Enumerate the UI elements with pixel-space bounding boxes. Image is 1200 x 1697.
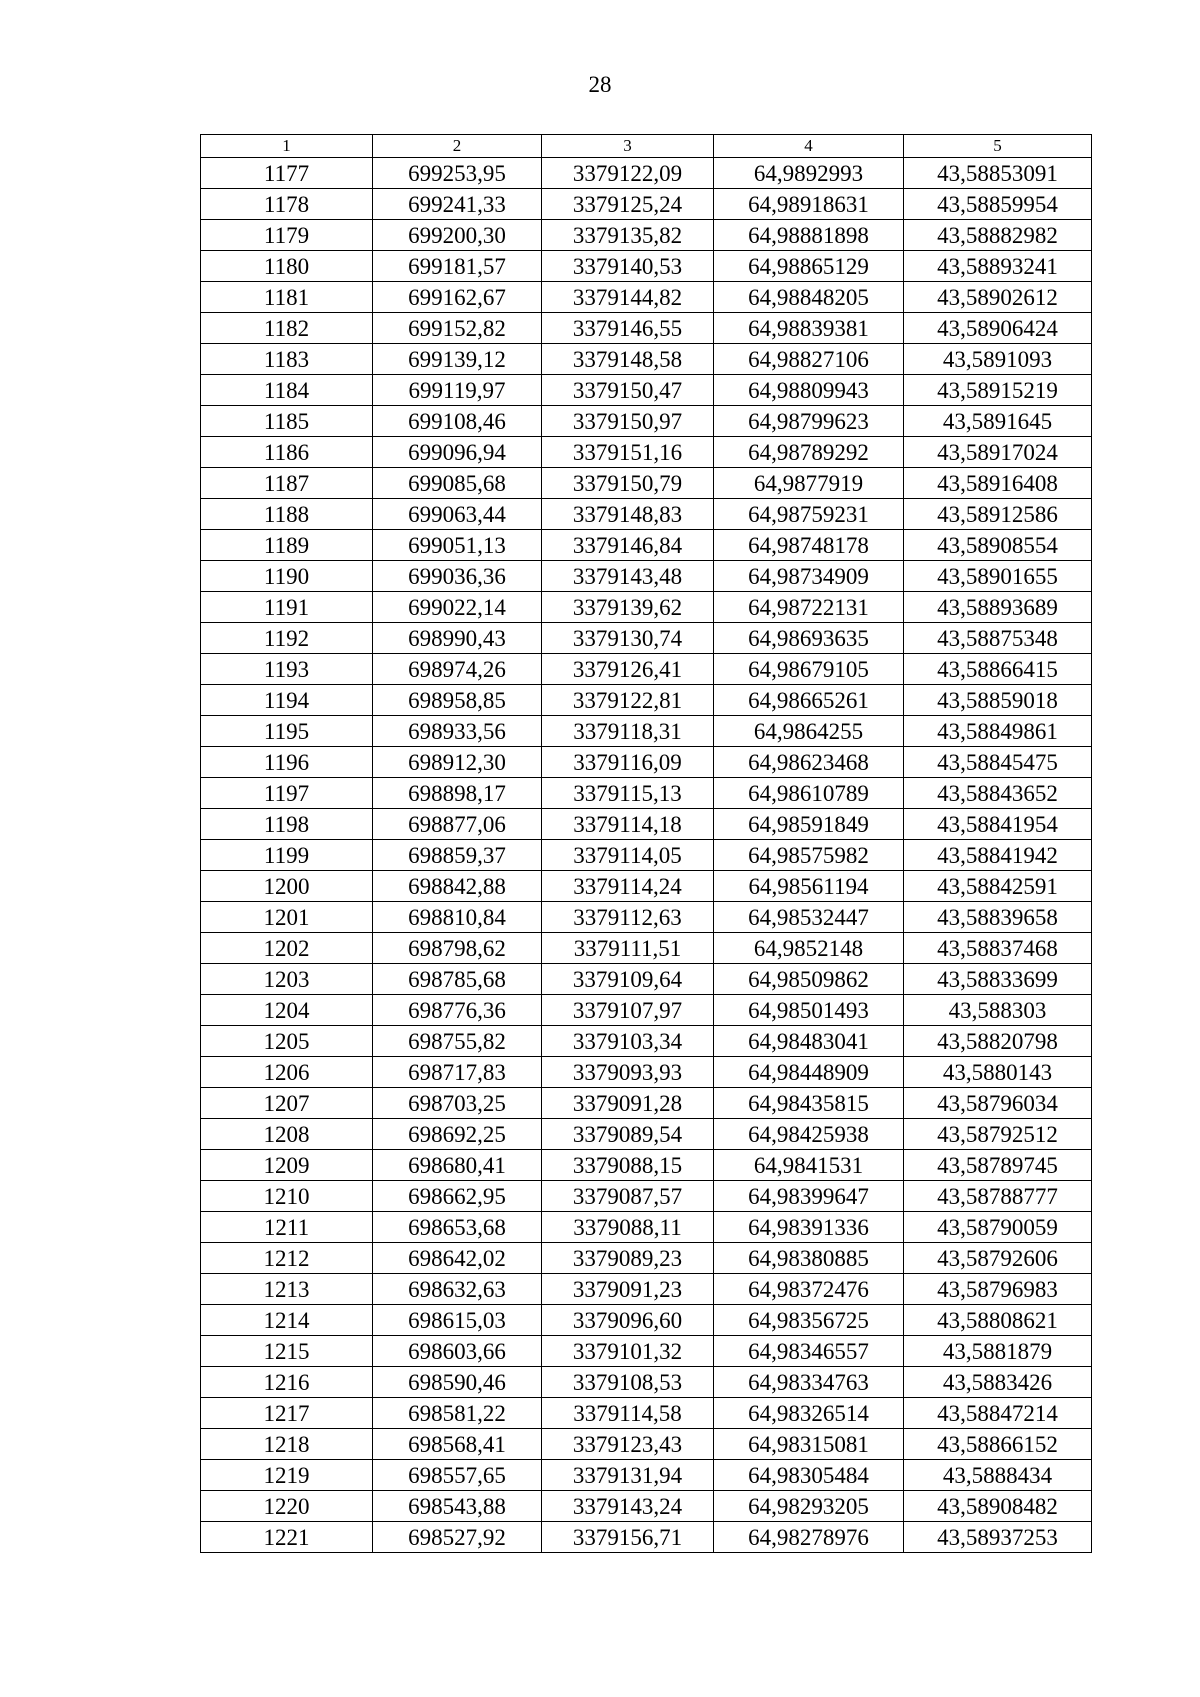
y-coordinate-cell: 3379116,09 <box>542 747 714 778</box>
table-row <box>201 592 1092 623</box>
longitude-cell: 64,98827106 <box>714 344 904 375</box>
column-header-1: 1 <box>201 135 373 158</box>
y-coordinate-cell: 3379108,53 <box>542 1367 714 1398</box>
longitude-cell: 64,98748178 <box>714 530 904 561</box>
page-number: 28 <box>588 72 612 97</box>
x-coordinate-cell: 699119,97 <box>373 375 542 406</box>
latitude-cell: 43,58849861 <box>904 716 1092 747</box>
point-number-cell: 1194 <box>201 685 373 716</box>
header-row <box>201 135 1092 158</box>
latitude-cell: 43,58847214 <box>904 1398 1092 1429</box>
y-coordinate-cell: 3379148,58 <box>542 344 714 375</box>
point-number-cell: 1216 <box>201 1367 373 1398</box>
latitude-cell: 43,58789745 <box>904 1150 1092 1181</box>
table-row <box>201 1119 1092 1150</box>
x-coordinate-cell: 698990,43 <box>373 623 542 654</box>
table-row <box>201 809 1092 840</box>
y-coordinate-cell: 3379114,24 <box>542 871 714 902</box>
latitude-cell: 43,58875348 <box>904 623 1092 654</box>
x-coordinate-cell: 699108,46 <box>373 406 542 437</box>
point-number-cell: 1206 <box>201 1057 373 1088</box>
x-coordinate-cell: 698776,36 <box>373 995 542 1026</box>
point-number-cell: 1184 <box>201 375 373 406</box>
table-row <box>201 1491 1092 1522</box>
table-row <box>201 158 1092 189</box>
longitude-cell: 64,98665261 <box>714 685 904 716</box>
table-row <box>201 1367 1092 1398</box>
y-coordinate-cell: 3379111,51 <box>542 933 714 964</box>
column-header-2: 2 <box>373 135 542 158</box>
y-coordinate-cell: 3379156,71 <box>542 1522 714 1553</box>
y-coordinate-cell: 3379088,15 <box>542 1150 714 1181</box>
table-row <box>201 995 1092 1026</box>
table-row <box>201 1274 1092 1305</box>
x-coordinate-cell: 698703,25 <box>373 1088 542 1119</box>
table-row <box>201 654 1092 685</box>
table-row <box>201 1336 1092 1367</box>
longitude-cell: 64,98391336 <box>714 1212 904 1243</box>
x-coordinate-cell: 699036,36 <box>373 561 542 592</box>
x-coordinate-cell: 698898,17 <box>373 778 542 809</box>
latitude-cell: 43,58841954 <box>904 809 1092 840</box>
y-coordinate-cell: 3379150,97 <box>542 406 714 437</box>
x-coordinate-cell: 698842,88 <box>373 871 542 902</box>
table-row <box>201 437 1092 468</box>
point-number-cell: 1219 <box>201 1460 373 1491</box>
y-coordinate-cell: 3379126,41 <box>542 654 714 685</box>
longitude-cell: 64,98561194 <box>714 871 904 902</box>
y-coordinate-cell: 3379087,57 <box>542 1181 714 1212</box>
y-coordinate-cell: 3379122,81 <box>542 685 714 716</box>
table-row <box>201 561 1092 592</box>
table-row <box>201 840 1092 871</box>
table-row <box>201 623 1092 654</box>
y-coordinate-cell: 3379109,64 <box>542 964 714 995</box>
table-row <box>201 1026 1092 1057</box>
point-number-cell: 1218 <box>201 1429 373 1460</box>
x-coordinate-cell: 699241,33 <box>373 189 542 220</box>
table-row <box>201 1243 1092 1274</box>
y-coordinate-cell: 3379091,23 <box>542 1274 714 1305</box>
latitude-cell: 43,58893241 <box>904 251 1092 282</box>
y-coordinate-cell: 3379091,28 <box>542 1088 714 1119</box>
x-coordinate-cell: 698615,03 <box>373 1305 542 1336</box>
latitude-cell: 43,5891645 <box>904 406 1092 437</box>
latitude-cell: 43,58866152 <box>904 1429 1092 1460</box>
longitude-cell: 64,98315081 <box>714 1429 904 1460</box>
table-row <box>201 1150 1092 1181</box>
table-row <box>201 406 1092 437</box>
y-coordinate-cell: 3379107,97 <box>542 995 714 1026</box>
x-coordinate-cell: 698755,82 <box>373 1026 542 1057</box>
table-row <box>201 189 1092 220</box>
x-coordinate-cell: 699096,94 <box>373 437 542 468</box>
longitude-cell: 64,98839381 <box>714 313 904 344</box>
longitude-cell: 64,98483041 <box>714 1026 904 1057</box>
longitude-cell: 64,98759231 <box>714 499 904 530</box>
x-coordinate-cell: 698958,85 <box>373 685 542 716</box>
longitude-cell: 64,98305484 <box>714 1460 904 1491</box>
longitude-cell: 64,98591849 <box>714 809 904 840</box>
point-number-cell: 1188 <box>201 499 373 530</box>
longitude-cell: 64,98278976 <box>714 1522 904 1553</box>
column-header-5: 5 <box>904 135 1092 158</box>
longitude-cell: 64,98848205 <box>714 282 904 313</box>
point-number-cell: 1178 <box>201 189 373 220</box>
x-coordinate-cell: 699253,95 <box>373 158 542 189</box>
point-number-cell: 1199 <box>201 840 373 871</box>
point-number-cell: 1193 <box>201 654 373 685</box>
latitude-cell: 43,58908554 <box>904 530 1092 561</box>
latitude-cell: 43,58859954 <box>904 189 1092 220</box>
point-number-cell: 1181 <box>201 282 373 313</box>
longitude-cell: 64,98435815 <box>714 1088 904 1119</box>
latitude-cell: 43,58906424 <box>904 313 1092 344</box>
longitude-cell: 64,9892993 <box>714 158 904 189</box>
x-coordinate-cell: 699200,30 <box>373 220 542 251</box>
longitude-cell: 64,98293205 <box>714 1491 904 1522</box>
x-coordinate-cell: 698527,92 <box>373 1522 542 1553</box>
latitude-cell: 43,5883426 <box>904 1367 1092 1398</box>
point-number-cell: 1180 <box>201 251 373 282</box>
x-coordinate-cell: 698680,41 <box>373 1150 542 1181</box>
table-row <box>201 220 1092 251</box>
latitude-cell: 43,58937253 <box>904 1522 1092 1553</box>
x-coordinate-cell: 699152,82 <box>373 313 542 344</box>
longitude-cell: 64,98865129 <box>714 251 904 282</box>
longitude-cell: 64,98789292 <box>714 437 904 468</box>
y-coordinate-cell: 3379114,58 <box>542 1398 714 1429</box>
point-number-cell: 1214 <box>201 1305 373 1336</box>
column-header-3: 3 <box>542 135 714 158</box>
table-row <box>201 251 1092 282</box>
table-row <box>201 468 1092 499</box>
point-number-cell: 1186 <box>201 437 373 468</box>
latitude-cell: 43,58788777 <box>904 1181 1092 1212</box>
longitude-cell: 64,98448909 <box>714 1057 904 1088</box>
y-coordinate-cell: 3379096,60 <box>542 1305 714 1336</box>
longitude-cell: 64,98372476 <box>714 1274 904 1305</box>
point-number-cell: 1190 <box>201 561 373 592</box>
y-coordinate-cell: 3379114,18 <box>542 809 714 840</box>
table-row <box>201 1181 1092 1212</box>
latitude-cell: 43,58833699 <box>904 964 1092 995</box>
latitude-cell: 43,58917024 <box>904 437 1092 468</box>
table-row <box>201 1088 1092 1119</box>
table-row <box>201 1398 1092 1429</box>
latitude-cell: 43,58790059 <box>904 1212 1092 1243</box>
x-coordinate-cell: 698912,30 <box>373 747 542 778</box>
longitude-cell: 64,98575982 <box>714 840 904 871</box>
table-row <box>201 499 1092 530</box>
longitude-cell: 64,98399647 <box>714 1181 904 1212</box>
table-row <box>201 1460 1092 1491</box>
longitude-cell: 64,98334763 <box>714 1367 904 1398</box>
point-number-cell: 1201 <box>201 902 373 933</box>
longitude-cell: 64,9841531 <box>714 1150 904 1181</box>
longitude-cell: 64,98380885 <box>714 1243 904 1274</box>
table-row <box>201 1429 1092 1460</box>
latitude-cell: 43,58859018 <box>904 685 1092 716</box>
table-row <box>201 778 1092 809</box>
longitude-cell: 64,98881898 <box>714 220 904 251</box>
point-number-cell: 1189 <box>201 530 373 561</box>
x-coordinate-cell: 698692,25 <box>373 1119 542 1150</box>
longitude-cell: 64,98326514 <box>714 1398 904 1429</box>
point-number-cell: 1187 <box>201 468 373 499</box>
latitude-cell: 43,58916408 <box>904 468 1092 499</box>
latitude-cell: 43,58841942 <box>904 840 1092 871</box>
x-coordinate-cell: 698632,63 <box>373 1274 542 1305</box>
y-coordinate-cell: 3379131,94 <box>542 1460 714 1491</box>
y-coordinate-cell: 3379125,24 <box>542 189 714 220</box>
y-coordinate-cell: 3379112,63 <box>542 902 714 933</box>
point-number-cell: 1183 <box>201 344 373 375</box>
point-number-cell: 1209 <box>201 1150 373 1181</box>
x-coordinate-cell: 699181,57 <box>373 251 542 282</box>
y-coordinate-cell: 3379146,84 <box>542 530 714 561</box>
latitude-cell: 43,58845475 <box>904 747 1092 778</box>
point-number-cell: 1221 <box>201 1522 373 1553</box>
longitude-cell: 64,98532447 <box>714 902 904 933</box>
table-row <box>201 964 1092 995</box>
latitude-cell: 43,58912586 <box>904 499 1092 530</box>
longitude-cell: 64,98679105 <box>714 654 904 685</box>
point-number-cell: 1212 <box>201 1243 373 1274</box>
point-number-cell: 1195 <box>201 716 373 747</box>
x-coordinate-cell: 698810,84 <box>373 902 542 933</box>
table-row <box>201 685 1092 716</box>
y-coordinate-cell: 3379089,54 <box>542 1119 714 1150</box>
y-coordinate-cell: 3379140,53 <box>542 251 714 282</box>
x-coordinate-cell: 698717,83 <box>373 1057 542 1088</box>
point-number-cell: 1177 <box>201 158 373 189</box>
table-header <box>201 135 1092 158</box>
table-row <box>201 747 1092 778</box>
x-coordinate-cell: 698581,22 <box>373 1398 542 1429</box>
table-row <box>201 375 1092 406</box>
y-coordinate-cell: 3379150,79 <box>542 468 714 499</box>
latitude-cell: 43,58839658 <box>904 902 1092 933</box>
x-coordinate-cell: 699162,67 <box>373 282 542 313</box>
x-coordinate-cell: 699063,44 <box>373 499 542 530</box>
latitude-cell: 43,58901655 <box>904 561 1092 592</box>
point-number-cell: 1203 <box>201 964 373 995</box>
latitude-cell: 43,58837468 <box>904 933 1092 964</box>
latitude-cell: 43,58792512 <box>904 1119 1092 1150</box>
latitude-cell: 43,58842591 <box>904 871 1092 902</box>
latitude-cell: 43,58796034 <box>904 1088 1092 1119</box>
point-number-cell: 1210 <box>201 1181 373 1212</box>
y-coordinate-cell: 3379088,11 <box>542 1212 714 1243</box>
point-number-cell: 1217 <box>201 1398 373 1429</box>
y-coordinate-cell: 3379143,48 <box>542 561 714 592</box>
x-coordinate-cell: 698557,65 <box>373 1460 542 1491</box>
table-row <box>201 1212 1092 1243</box>
longitude-cell: 64,98509862 <box>714 964 904 995</box>
longitude-cell: 64,98346557 <box>714 1336 904 1367</box>
latitude-cell: 43,58908482 <box>904 1491 1092 1522</box>
x-coordinate-cell: 698798,62 <box>373 933 542 964</box>
y-coordinate-cell: 3379118,31 <box>542 716 714 747</box>
longitude-cell: 64,98918631 <box>714 189 904 220</box>
latitude-cell: 43,58915219 <box>904 375 1092 406</box>
point-number-cell: 1185 <box>201 406 373 437</box>
y-coordinate-cell: 3379150,47 <box>542 375 714 406</box>
column-header-4: 4 <box>714 135 904 158</box>
longitude-cell: 64,98356725 <box>714 1305 904 1336</box>
latitude-cell: 43,58843652 <box>904 778 1092 809</box>
latitude-cell: 43,58792606 <box>904 1243 1092 1274</box>
y-coordinate-cell: 3379114,05 <box>542 840 714 871</box>
x-coordinate-cell: 698877,06 <box>373 809 542 840</box>
point-number-cell: 1198 <box>201 809 373 840</box>
longitude-cell: 64,98809943 <box>714 375 904 406</box>
latitude-cell: 43,5891093 <box>904 344 1092 375</box>
y-coordinate-cell: 3379144,82 <box>542 282 714 313</box>
table-row <box>201 344 1092 375</box>
coordinates-table <box>200 134 1092 1553</box>
latitude-cell: 43,58808621 <box>904 1305 1092 1336</box>
point-number-cell: 1204 <box>201 995 373 1026</box>
y-coordinate-cell: 3379089,23 <box>542 1243 714 1274</box>
latitude-cell: 43,5881879 <box>904 1336 1092 1367</box>
longitude-cell: 64,98734909 <box>714 561 904 592</box>
x-coordinate-cell: 699022,14 <box>373 592 542 623</box>
point-number-cell: 1196 <box>201 747 373 778</box>
x-coordinate-cell: 698543,88 <box>373 1491 542 1522</box>
y-coordinate-cell: 3379123,43 <box>542 1429 714 1460</box>
point-number-cell: 1215 <box>201 1336 373 1367</box>
x-coordinate-cell: 698859,37 <box>373 840 542 871</box>
point-number-cell: 1202 <box>201 933 373 964</box>
point-number-cell: 1179 <box>201 220 373 251</box>
latitude-cell: 43,58893689 <box>904 592 1092 623</box>
latitude-cell: 43,588303 <box>904 995 1092 1026</box>
table-row <box>201 1057 1092 1088</box>
x-coordinate-cell: 698590,46 <box>373 1367 542 1398</box>
point-number-cell: 1191 <box>201 592 373 623</box>
y-coordinate-cell: 3379103,34 <box>542 1026 714 1057</box>
x-coordinate-cell: 699051,13 <box>373 530 542 561</box>
point-number-cell: 1213 <box>201 1274 373 1305</box>
point-number-cell: 1208 <box>201 1119 373 1150</box>
latitude-cell: 43,5888434 <box>904 1460 1092 1491</box>
table-body <box>201 158 1092 1553</box>
longitude-cell: 64,98623468 <box>714 747 904 778</box>
point-number-cell: 1220 <box>201 1491 373 1522</box>
y-coordinate-cell: 3379122,09 <box>542 158 714 189</box>
table-row <box>201 1522 1092 1553</box>
y-coordinate-cell: 3379130,74 <box>542 623 714 654</box>
table-row <box>201 716 1092 747</box>
y-coordinate-cell: 3379148,83 <box>542 499 714 530</box>
point-number-cell: 1182 <box>201 313 373 344</box>
point-number-cell: 1207 <box>201 1088 373 1119</box>
y-coordinate-cell: 3379146,55 <box>542 313 714 344</box>
x-coordinate-cell: 699139,12 <box>373 344 542 375</box>
longitude-cell: 64,98610789 <box>714 778 904 809</box>
x-coordinate-cell: 698568,41 <box>373 1429 542 1460</box>
table-row <box>201 933 1092 964</box>
longitude-cell: 64,98425938 <box>714 1119 904 1150</box>
y-coordinate-cell: 3379139,62 <box>542 592 714 623</box>
table-row <box>201 282 1092 313</box>
longitude-cell: 64,9864255 <box>714 716 904 747</box>
longitude-cell: 64,9852148 <box>714 933 904 964</box>
x-coordinate-cell: 699085,68 <box>373 468 542 499</box>
y-coordinate-cell: 3379093,93 <box>542 1057 714 1088</box>
point-number-cell: 1197 <box>201 778 373 809</box>
latitude-cell: 43,58882982 <box>904 220 1092 251</box>
table-row <box>201 871 1092 902</box>
x-coordinate-cell: 698662,95 <box>373 1181 542 1212</box>
table-row <box>201 313 1092 344</box>
latitude-cell: 43,58866415 <box>904 654 1092 685</box>
latitude-cell: 43,58820798 <box>904 1026 1092 1057</box>
x-coordinate-cell: 698933,56 <box>373 716 542 747</box>
y-coordinate-cell: 3379135,82 <box>542 220 714 251</box>
point-number-cell: 1192 <box>201 623 373 654</box>
y-coordinate-cell: 3379115,13 <box>542 778 714 809</box>
point-number-cell: 1211 <box>201 1212 373 1243</box>
y-coordinate-cell: 3379101,32 <box>542 1336 714 1367</box>
x-coordinate-cell: 698642,02 <box>373 1243 542 1274</box>
latitude-cell: 43,58853091 <box>904 158 1092 189</box>
latitude-cell: 43,58902612 <box>904 282 1092 313</box>
longitude-cell: 64,98501493 <box>714 995 904 1026</box>
table-row <box>201 530 1092 561</box>
longitude-cell: 64,9877919 <box>714 468 904 499</box>
table-row <box>201 902 1092 933</box>
table-row <box>201 1305 1092 1336</box>
y-coordinate-cell: 3379151,16 <box>542 437 714 468</box>
x-coordinate-cell: 698653,68 <box>373 1212 542 1243</box>
x-coordinate-cell: 698785,68 <box>373 964 542 995</box>
point-number-cell: 1200 <box>201 871 373 902</box>
longitude-cell: 64,98799623 <box>714 406 904 437</box>
x-coordinate-cell: 698974,26 <box>373 654 542 685</box>
longitude-cell: 64,98693635 <box>714 623 904 654</box>
latitude-cell: 43,5880143 <box>904 1057 1092 1088</box>
latitude-cell: 43,58796983 <box>904 1274 1092 1305</box>
y-coordinate-cell: 3379143,24 <box>542 1491 714 1522</box>
x-coordinate-cell: 698603,66 <box>373 1336 542 1367</box>
point-number-cell: 1205 <box>201 1026 373 1057</box>
longitude-cell: 64,98722131 <box>714 592 904 623</box>
